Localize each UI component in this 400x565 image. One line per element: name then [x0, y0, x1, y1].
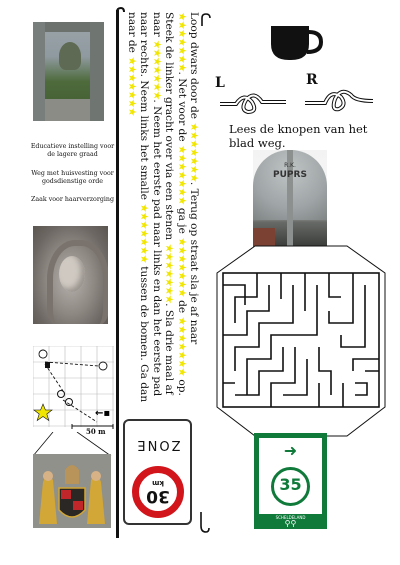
bicycle-icon: ⚲⚲ — [284, 519, 297, 528]
blank-stars: ★★★★★★★ — [175, 12, 188, 72]
note-school: Educatieve instelling voor de lagere graad — [30, 143, 115, 158]
blank-stars: ★★★★★★★ — [175, 144, 188, 205]
zone-30-sign — [120, 416, 195, 528]
bike-sign-caption: SCHELDELAND — [275, 515, 306, 520]
knot-left-label: L — [215, 75, 225, 91]
blank-stars: ★★★★★★★ — [163, 243, 176, 304]
right-knot-icon — [303, 85, 375, 115]
street-sign-photo — [253, 150, 327, 253]
knot-right-label: R — [306, 72, 318, 88]
blank-stars: ★★★★★★★ — [175, 316, 188, 376]
scale-label: 50 m — [86, 427, 106, 436]
route-number: 35 — [279, 475, 302, 494]
maze — [215, 245, 387, 438]
blank-stars: ★★★★★★★ — [150, 39, 163, 100]
note-religious-street: Weg met huisvesting voor godsdienstige orde — [31, 170, 114, 185]
blank-stars: ★★★★★★★ — [138, 203, 151, 263]
left-knot-icon — [218, 88, 288, 116]
blank-stars: ★★★★★★★ — [175, 237, 188, 297]
sign-text-line1: R.K. — [284, 162, 296, 169]
svg-text:←▪: ←▪ — [95, 408, 111, 419]
bottom-hook — [199, 512, 211, 536]
cup-icon — [269, 24, 323, 64]
blank-stars: ★★★★★★★ — [125, 56, 138, 116]
right-arrow-icon: ➜ — [283, 441, 298, 460]
knots-caption: Lees de knopen van het blad weg. — [229, 122, 368, 150]
top-hook — [112, 6, 126, 20]
column-divider — [116, 10, 119, 538]
route-grid-map — [33, 346, 114, 427]
heraldry-relief-photo — [33, 454, 111, 528]
blank-stars: ★★★★★★★ — [188, 122, 200, 182]
route-description: Loop dwars door de ★★★★★★★. Terug op straat sla je af naar ★★★★★★★. Net voor de ★★★★★★★ ga je ★★★★★★★ de ★★★★★★★ op. Steek de linker gracht over via een stenen ★★★★★★★. Sla drie maal af naar ★★★★★★★. Neem het eerste pad naar links en dan het eerste pad naar rechts. Neem links het smalle ★★★★★★★ tussen de bomen. Ga dan naar de ★★★★★★★ — [125, 12, 200, 403]
speed-number: 30 — [146, 486, 170, 506]
speed-unit: km — [152, 479, 164, 487]
note-hairdresser: Zaak voor haarverzorging — [31, 196, 114, 203]
sign-text-line2: PUPRS — [273, 170, 307, 180]
zone-word: ZONE — [135, 437, 181, 452]
madonna-relief-photo — [33, 226, 108, 324]
bike-route-35-sign — [254, 433, 327, 529]
gate-photo — [33, 22, 104, 121]
top-right-hook — [200, 12, 212, 28]
